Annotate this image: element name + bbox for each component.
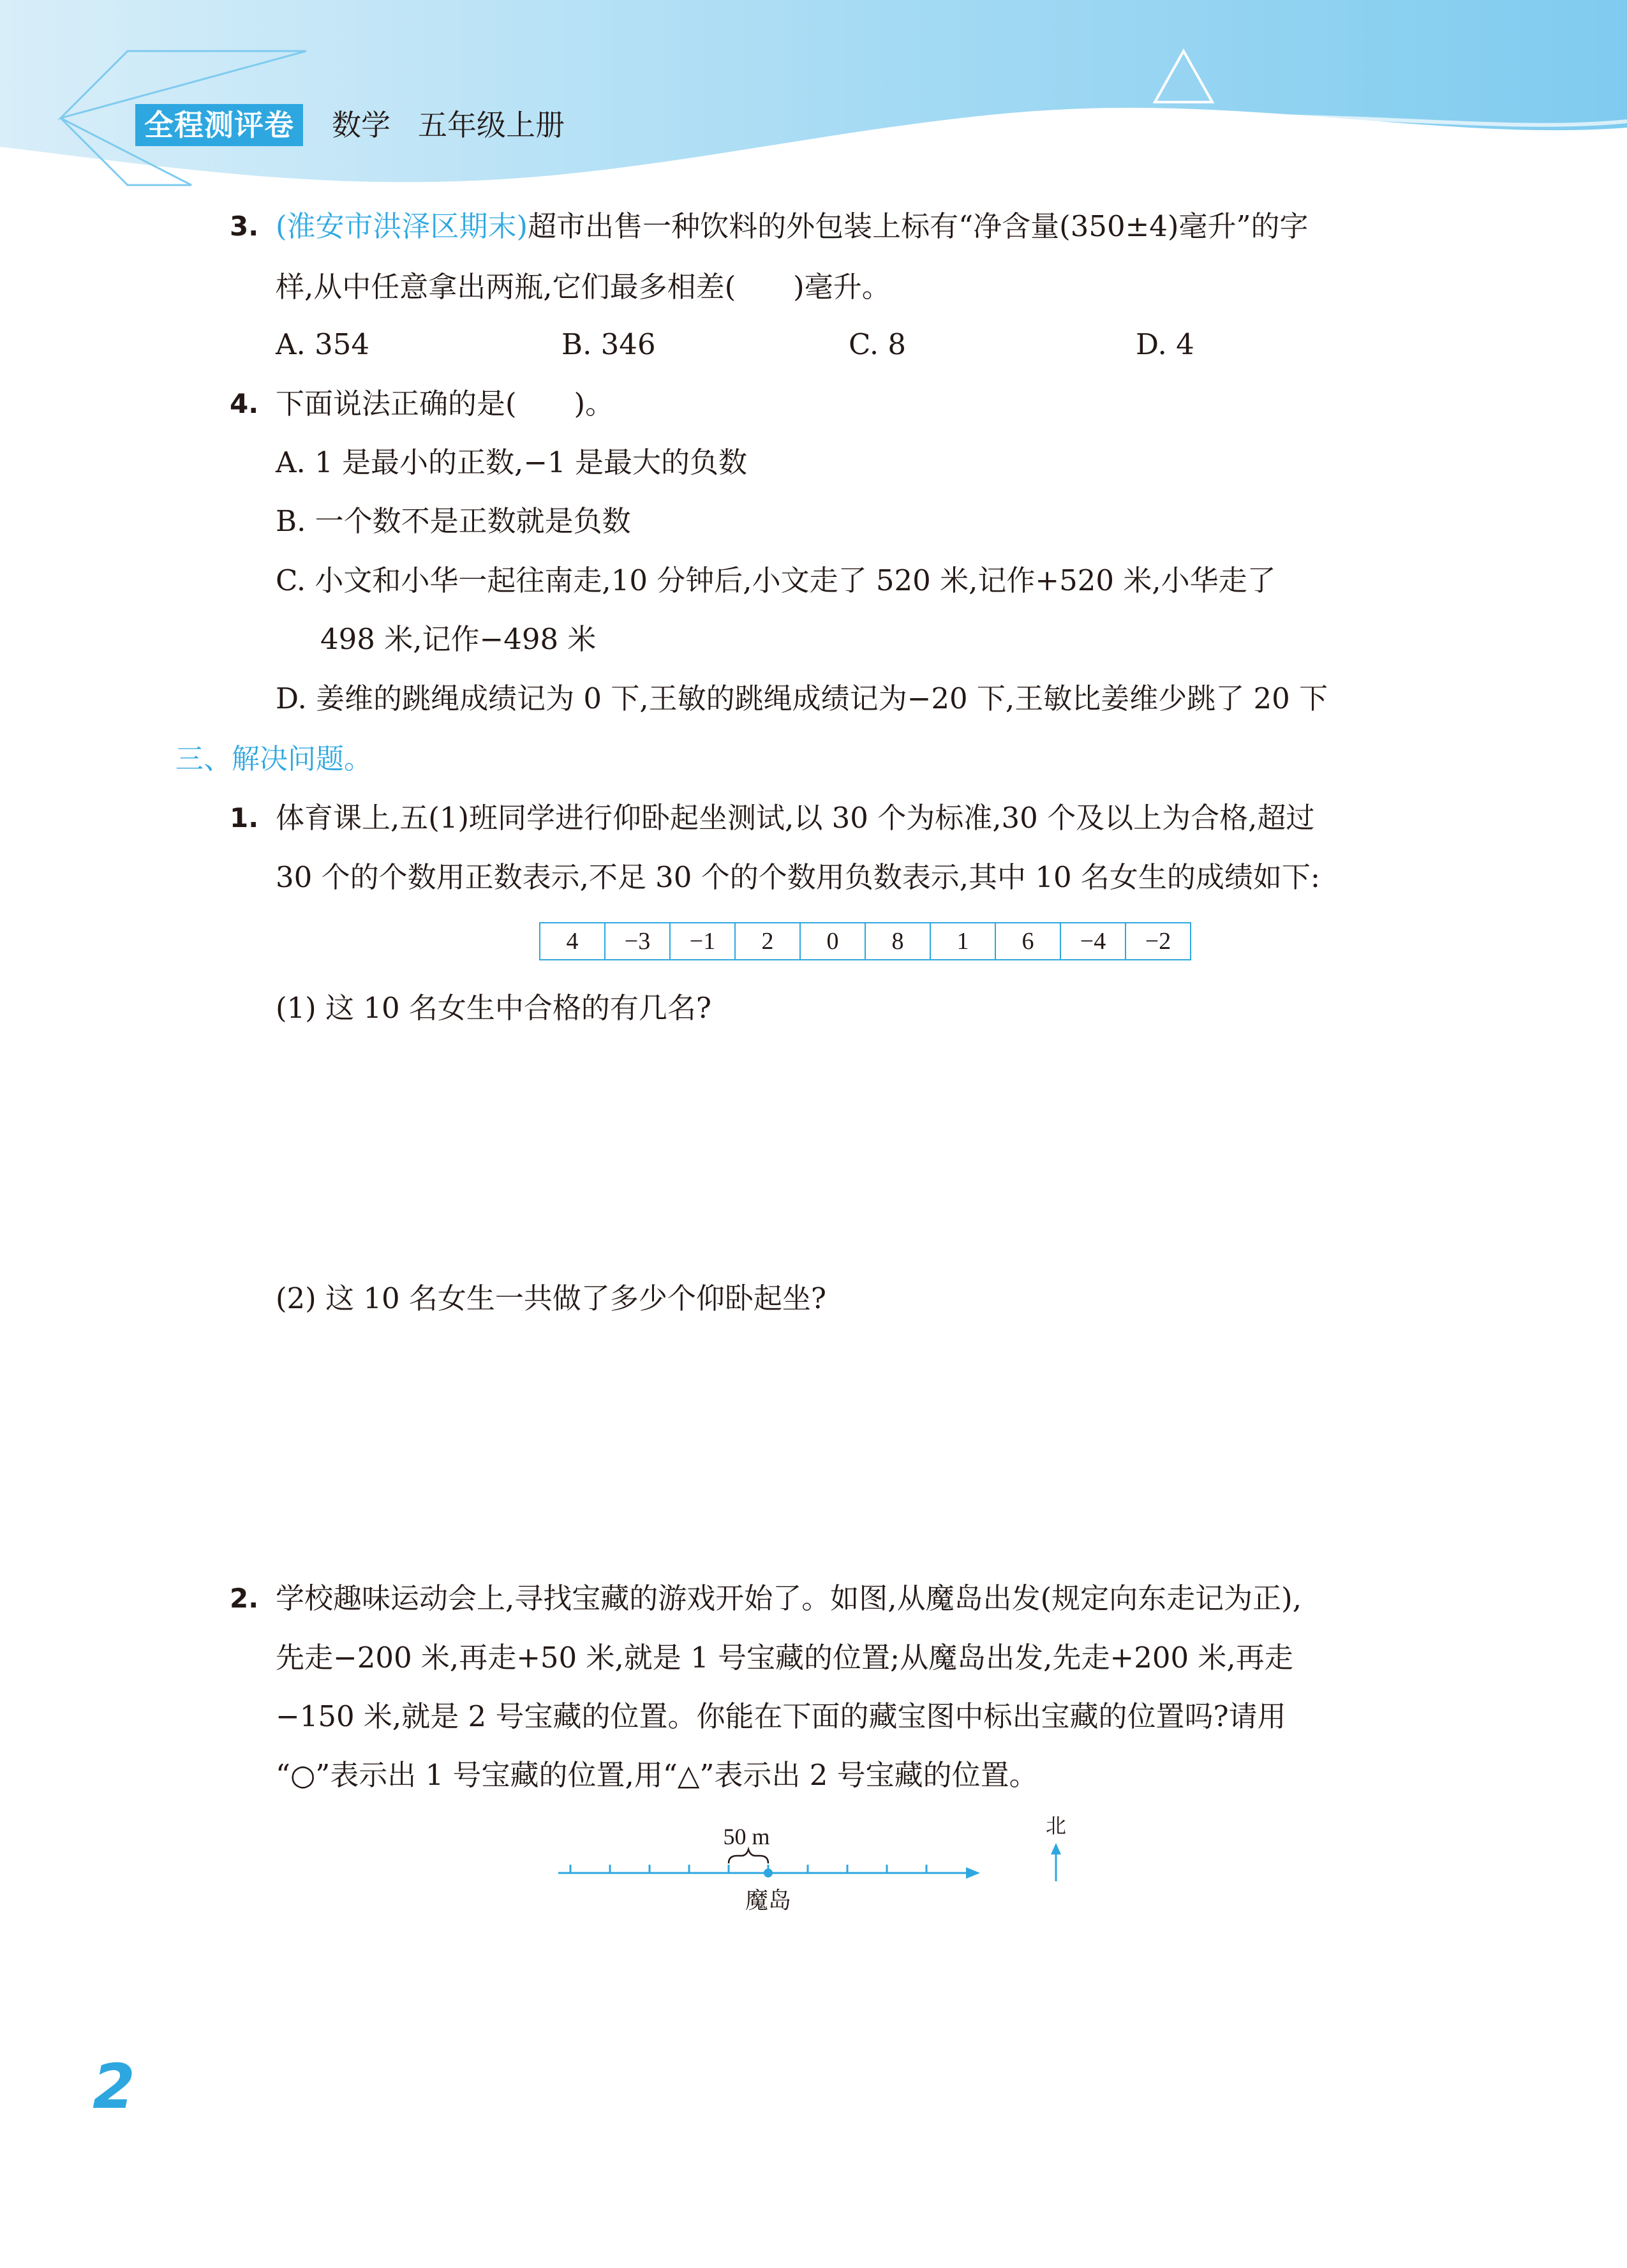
- scale-brace: [729, 1849, 768, 1863]
- series-tag: 全程测评卷: [135, 104, 303, 146]
- score-cell: 0: [800, 923, 865, 960]
- p2-number: 2.: [230, 1583, 259, 1614]
- subject-label: 数学: [332, 108, 390, 142]
- q3-option-b: B. 346: [561, 327, 656, 361]
- q3-option-c: C. 8: [849, 327, 907, 361]
- q4-option-d: D. 姜维的跳绳成绩记为 0 下,王敏的跳绳成绩记为−20 下,王敏比姜维少跳了 20 下: [276, 682, 1328, 715]
- score-cell: 4: [540, 923, 605, 960]
- origin-label: 魔岛: [745, 1888, 792, 1914]
- score-cell: −1: [670, 923, 735, 960]
- score-cell: −3: [605, 923, 670, 960]
- q4-stem: 下面说法正确的是( )。: [276, 387, 614, 421]
- p2-line-1: 学校趣味运动会上,寻找宝藏的游戏开始了。如图,从魔岛出发(规定向东走记为正),: [276, 1581, 1302, 1615]
- section-title: 三、解决问题。: [175, 743, 372, 775]
- q3-line-1: [276, 207, 1308, 246]
- p1-sub-question-2: (2) 这 10 名女生一共做了多少个仰卧起坐?: [276, 1281, 827, 1315]
- score-cell: 6: [995, 923, 1060, 960]
- page-number: 2: [93, 2051, 135, 2123]
- scale-label: 50 m: [723, 1824, 770, 1849]
- q3-line-2: 样,从中任意拿出两瓶,它们最多相差( )毫升。: [276, 270, 891, 304]
- score-cell: −4: [1060, 923, 1126, 960]
- p1-line-1: 体育课上,五(1)班同学进行仰卧起坐测试,以 30 个为标准,30 个及以上为合格,超过: [276, 801, 1315, 835]
- q4-option-b: B. 一个数不是正数就是负数: [276, 504, 631, 538]
- q4-number: 4.: [230, 388, 259, 419]
- north-arrow-icon: [1051, 1843, 1061, 1854]
- east-arrow-icon: [966, 1867, 980, 1879]
- grade-label: 五年级上册: [418, 108, 565, 142]
- score-cell: −2: [1126, 923, 1191, 960]
- q3-option-a: A. 354: [276, 327, 369, 361]
- p2-line-4: “○”表示出 1 号宝藏的位置,用“△”表示出 2 号宝藏的位置。: [276, 1758, 1038, 1792]
- treasure-map-number-line: [549, 1812, 1072, 1914]
- tick-marks: [570, 1865, 926, 1873]
- q4-option-a: A. 1 是最小的正数,−1 是最大的负数: [276, 445, 747, 479]
- p2-line-3: −150 米,就是 2 号宝藏的位置。你能在下面的藏宝图中标出宝藏的位置吗?请用: [276, 1699, 1286, 1733]
- score-table: [539, 922, 1191, 960]
- q4-option-c-line-1: C. 小文和小华一起往南走,10 分钟后,小文走了 520 米,记作+520 米,小华走了: [276, 563, 1276, 597]
- p2-line-2: 先走−200 米,再走+50 米,就是 1 号宝藏的位置;从魔岛出发,先走+200 米,再走: [276, 1641, 1293, 1675]
- table-row: [540, 923, 1191, 960]
- q3-option-d: D. 4: [1136, 327, 1194, 361]
- q3-source: (淮安市洪泽区期末): [276, 209, 528, 243]
- q3-number: 3.: [230, 211, 259, 242]
- p1-number: 1.: [230, 802, 259, 833]
- score-cell: 8: [865, 923, 930, 960]
- q4-option-c-line-2: 498 米,记作−498 米: [320, 622, 597, 656]
- score-cell: 1: [930, 923, 995, 960]
- p1-line-2: 30 个的个数用正数表示,不足 30 个的个数用负数表示,其中 10 名女生的成绩如下:: [276, 860, 1321, 894]
- score-cell: 2: [735, 923, 800, 960]
- north-label: 北: [1045, 1814, 1067, 1838]
- q3-text-1: 超市出售一种饮料的外包装上标有“净含量(350±4)毫升”的字: [528, 209, 1309, 243]
- p1-sub-question-1: (1) 这 10 名女生中合格的有几名?: [276, 991, 712, 1025]
- origin-point: [764, 1869, 773, 1877]
